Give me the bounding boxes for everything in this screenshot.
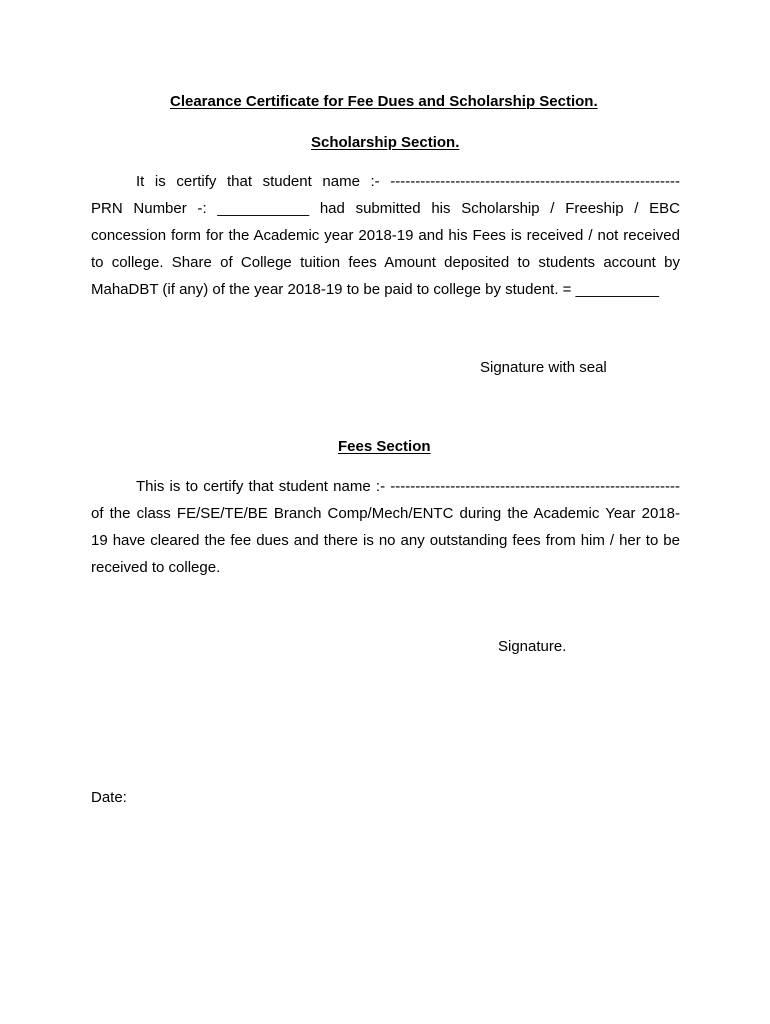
scholarship-line-3: concession form for the Academic year 2018-19 and his Fees is received / not received [91,227,680,244]
fees-signature-label: Signature. [498,638,567,655]
fees-line-1: This is to certify that student name :- ---------------------------------------------------------- [136,478,680,495]
date-label: Date: [91,789,127,806]
scholarship-line-1: It is certify that student name :- ---------------------------------------------------------- [136,173,680,190]
fees-line-3: 19 have cleared the fee dues and there is no any outstanding fees from him / her to be [91,532,680,549]
scholarship-line-5: MahaDBT (if any) of the year 2018-19 to be paid to college by student. = __________ [91,281,660,298]
fees-line-2: of the class FE/SE/TE/BE Branch Comp/Mech/ENTC during the Academic Year 2018- [91,505,680,522]
fees-section-heading: Fees Section [338,438,431,455]
scholarship-section-heading: Scholarship Section. [311,134,460,151]
fees-line-4: received to college. [91,559,221,576]
scholarship-signature-label: Signature with seal [480,359,607,376]
scholarship-line-2: PRN Number -: ___________ had submitted his Scholarship / Freeship / EBC [91,200,680,217]
scholarship-line-4: to college. Share of College tuition fees Amount deposited to students account by [91,254,680,271]
document-title: Clearance Certificate for Fee Dues and Scholarship Section. [170,93,598,110]
